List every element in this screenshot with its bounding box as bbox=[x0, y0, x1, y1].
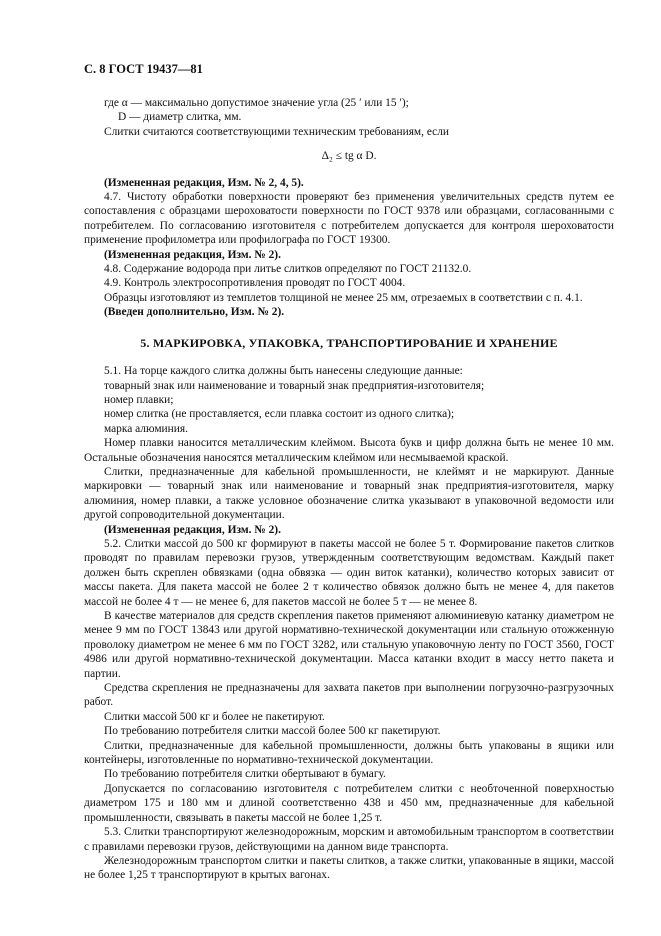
edit-note-1: (Измененная редакция, Изм. № 2, 4, 5). bbox=[104, 176, 304, 189]
section-title: 5. МАРКИРОВКА, УПАКОВКА, ТРАНСПОРТИРОВАНИЕ И ХРАНЕНИЕ bbox=[140, 335, 558, 350]
paragraph-4-9: 4.9. Контроль электросопротивления проводят по ГОСТ 4004. bbox=[104, 277, 406, 290]
document-body bbox=[84, 96, 614, 883]
paragraph-binding-means: Средства скрепления не предназначены для захвата пакетов при выполнении погрузочно-разгрузочных работ. bbox=[84, 682, 614, 709]
list-item: товарный знак или наименование и товарный знак предприятия-изготовителя; bbox=[104, 379, 485, 392]
paragraph-conformity: Слитки считаются соответствующими техническим требованиям, если bbox=[104, 125, 450, 138]
paragraph-paper-wrap: По требованию потребителя слитки обертывают в бумагу. bbox=[104, 768, 386, 781]
paragraph-4-7: 4.7. Чистоту обработки поверхности проверяют без применения увеличительных средств путем ее сопоставления с образцами шероховатости поверхности по ГОСТ 9378 или образцами, согласованными с потребителем. По согласованию изготовителя с потребителем допускается для контроля шероховатости применение профилометра или профилографа по ГОСТ 19300. bbox=[84, 191, 614, 247]
edit-note-4: (Измененная редакция, Изм. № 2). bbox=[104, 523, 281, 536]
paragraph-melt-number: Номер плавки наносится металлическим клеймом. Высота букв и цифр должна быть не менее 10 мм. Остальные обозначения наносятся металлическим клеймом или несмываемой краской. bbox=[84, 437, 614, 464]
paragraph-boxes: Слитки, предназначенные для кабельной промышленности, должны быть упакованы в ящики или контейнеры, изготовленные по нормативно-технической документации. bbox=[84, 739, 614, 767]
paragraph-allowed: Допускается по согласованию изготовителя с потребителем слитки с необточенной поверхностью диаметром 175 и 180 мм и длиной соответственно 438 и 450 мм, предназначенные для кабельной промышленности, связывать в пакеты массой не более 1,25 т. bbox=[84, 782, 614, 824]
paragraph-5-2: 5.2. Слитки массой до 500 кг формируют в пакеты массой не более 5 т. Формирование пакетов слитков проводят по правилам перевозки грузов, утвержденным соответствующим ведомствам. Каждый пакет должен быть скреплен обвязками (одна обвязка — один виток катанки), количество которых зависит от массы пакета. Для пакета массой не более 2 т количество обвязок должно быть не менее 4, для пакетов массой не более 4 т — не менее 6, для пакетов массой не более 5 т — не менее 8. bbox=[84, 537, 614, 608]
paragraph-4-8: 4.8. Содержание водорода при литье слитков определяют по ГОСТ 21132.0. bbox=[104, 263, 472, 276]
paragraph-d-diameter: D — диаметр слитка, мм. bbox=[118, 111, 242, 124]
paragraph-500kg: Слитки массой 500 кг и более не пакетируют. bbox=[104, 710, 325, 723]
paragraph-cable-ingots: Слитки, предназначенные для кабельной промышленности, не клеймят и не маркируют. Данные маркировки — товарный знак или наименование и товарный знак предприятия-изготовителя, марку алюминия, номер плавки, а также условное обозначение слитка указывают в упаковочной ведомости или другой сопроводительной документации. bbox=[84, 465, 614, 522]
list-item: марка алюминия. bbox=[104, 422, 188, 435]
paragraph-where-alpha: где α — максимально допустимое значение угла (25 ′ или 15 ′); bbox=[104, 97, 409, 109]
page-header: С. 8 ГОСТ 19437—81 bbox=[84, 62, 203, 76]
edit-note-2: (Измененная редакция, Изм. № 2). bbox=[104, 248, 281, 261]
paragraph-rail-transport: Железнодорожным транспортом слитки и пакеты слитков, а также слитки, упакованные в ящики, массой не более 1,25 т транспортируют в крытых вагонах. bbox=[84, 854, 614, 882]
paragraph-binding-materials: В качестве материалов для средств скрепления пакетов применяют алюминиевую катанку диаметром не менее 9 мм по ГОСТ 13843 или другой нормативно-технической документации или стальную отожженную проволоку диаметром не менее 6 мм по ГОСТ 3282, или стальную упаковочную ленту по ГОСТ 3560, ГОСТ 4986 или другой нормативно-технической документации. Масса катанки входит в массу нетто пакета и партии. bbox=[84, 610, 614, 680]
list-item: номер слитка (не проставляется, если плавка состоит из одного слитка); bbox=[104, 408, 455, 421]
list-item: номер плавки; bbox=[104, 393, 174, 406]
paragraph-request-packaging: По требованию потребителя слитки массой более 500 кг пакетируют. bbox=[104, 725, 441, 738]
formula: Δ₂ ≤ tg α D. bbox=[321, 150, 377, 163]
edit-note-3: (Введен дополнительно, Изм. № 2). bbox=[104, 306, 285, 319]
paragraph-5-1: 5.1. На торце каждого слитка должны быть нанесены следующие данные: bbox=[104, 365, 463, 378]
paragraph-samples: Образцы изготовляют из темплетов толщиной не менее 25 мм, отрезаемых в соответствии с п. 4.1. bbox=[104, 291, 583, 304]
paragraph-5-3: 5.3. Слитки транспортируют железнодорожным, морским и автомобильным транспортом в соответствии с правилами перевозки грузов, действующими на данном виде транспорта. bbox=[84, 826, 614, 853]
